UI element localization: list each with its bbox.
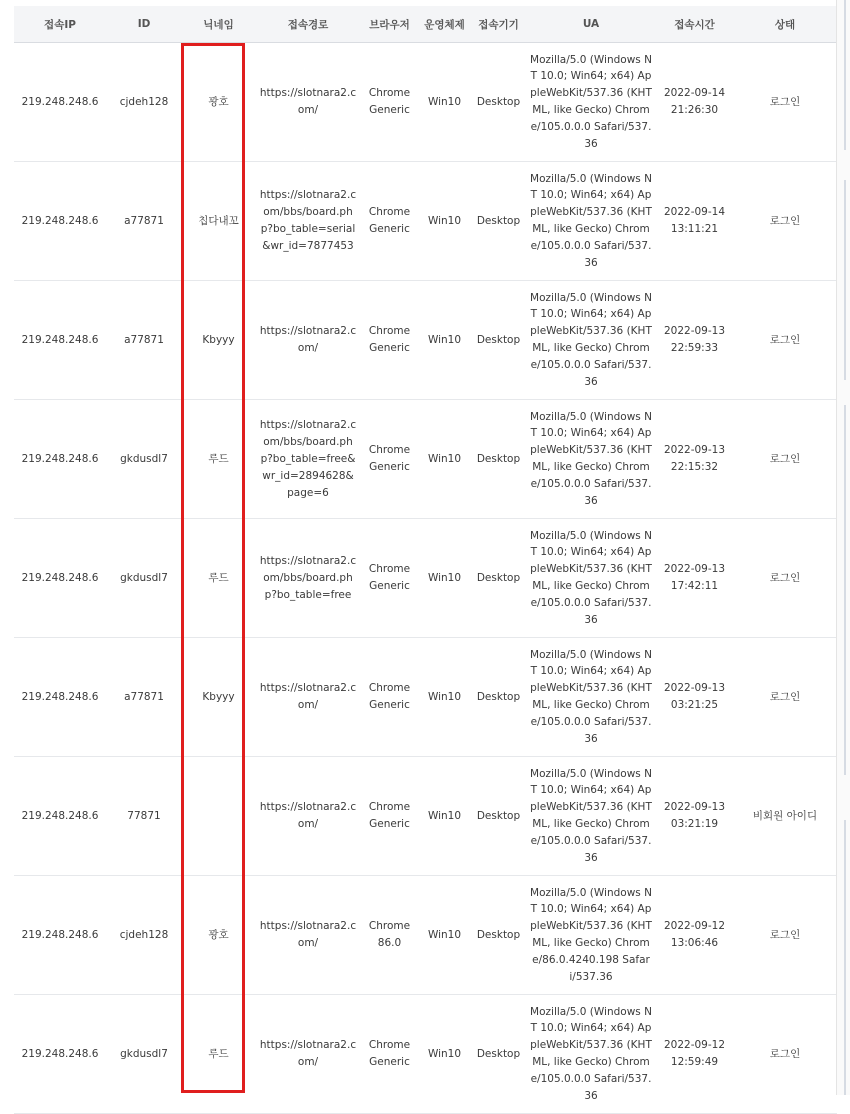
table-row [14, 638, 837, 757]
cell-os: Win10 [418, 519, 471, 638]
cell-device: Desktop [471, 876, 526, 995]
cell-referrer: https://slotnara2.com/bbs/board.php?bo_table=serial&wr_id=7877453 [255, 162, 361, 281]
panel-edge-divider [844, 180, 846, 380]
cell-id: a77871 [106, 281, 182, 400]
column-header-os[interactable]: 운영체제 [418, 6, 471, 43]
column-header-time[interactable]: 접속시간 [656, 6, 733, 43]
cell-ua: Mozilla/5.0 (Windows NT 10.0; Win64; x64) AppleWebKit/537.36 (KHTML, like Gecko) Chrome/105.0.0.0 Safari/537.36 [526, 400, 656, 519]
table-row [14, 519, 837, 638]
cell-os: Win10 [418, 638, 471, 757]
cell-device: Desktop [471, 995, 526, 1114]
column-header-ua[interactable]: UA [526, 6, 656, 43]
cell-nickname: 루드 [182, 519, 255, 638]
cell-nickname: 꽝호 [182, 876, 255, 995]
cell-id: a77871 [106, 638, 182, 757]
cell-browser: Chrome Generic [361, 162, 418, 281]
cell-id: gkdusdl7 [106, 400, 182, 519]
table-row [14, 162, 837, 281]
cell-referrer: https://slotnara2.com/ [255, 43, 361, 162]
cell-os: Win10 [418, 757, 471, 876]
cell-os: Win10 [418, 281, 471, 400]
cell-os: Win10 [418, 995, 471, 1114]
cell-ip: 219.248.248.6 [14, 995, 106, 1114]
cell-time: 2022-09-12 12:59:49 [656, 995, 733, 1114]
cell-device: Desktop [471, 757, 526, 876]
cell-referrer: https://slotnara2.com/ [255, 995, 361, 1114]
cell-status: 로그인 [733, 162, 837, 281]
cell-ua: Mozilla/5.0 (Windows NT 10.0; Win64; x64) AppleWebKit/537.36 (KHTML, like Gecko) Chrome/105.0.0.0 Safari/537.36 [526, 519, 656, 638]
table-row [14, 400, 837, 519]
cell-ip: 219.248.248.6 [14, 43, 106, 162]
cell-device: Desktop [471, 519, 526, 638]
cell-device: Desktop [471, 281, 526, 400]
cell-browser: Chrome Generic [361, 281, 418, 400]
cell-browser: Chrome Generic [361, 400, 418, 519]
access-log-panel [14, 6, 837, 1114]
table-row [14, 43, 837, 162]
cell-referrer: https://slotnara2.com/ [255, 757, 361, 876]
cell-id: 77871 [106, 757, 182, 876]
cell-ua: Mozilla/5.0 (Windows NT 10.0; Win64; x64) AppleWebKit/537.36 (KHTML, like Gecko) Chrome/105.0.0.0 Safari/537.36 [526, 757, 656, 876]
column-header-nickname[interactable]: 닉네임 [182, 6, 255, 43]
table-row [14, 281, 837, 400]
cell-referrer: https://slotnara2.com/ [255, 638, 361, 757]
panel-edge-divider [844, 820, 846, 1095]
table-row [14, 876, 837, 995]
cell-ip: 219.248.248.6 [14, 281, 106, 400]
cell-ua: Mozilla/5.0 (Windows NT 10.0; Win64; x64) AppleWebKit/537.36 (KHTML, like Gecko) Chrome/105.0.0.0 Safari/537.36 [526, 995, 656, 1114]
cell-ua: Mozilla/5.0 (Windows NT 10.0; Win64; x64) AppleWebKit/537.36 (KHTML, like Gecko) Chrome/105.0.0.0 Safari/537.36 [526, 638, 656, 757]
cell-nickname: Kbyyy [182, 281, 255, 400]
cell-ip: 219.248.248.6 [14, 400, 106, 519]
cell-referrer: https://slotnara2.com/ [255, 876, 361, 995]
cell-ip: 219.248.248.6 [14, 162, 106, 281]
cell-os: Win10 [418, 43, 471, 162]
cell-device: Desktop [471, 162, 526, 281]
cell-time: 2022-09-13 17:42:11 [656, 519, 733, 638]
cell-ip: 219.248.248.6 [14, 876, 106, 995]
cell-id: gkdusdl7 [106, 995, 182, 1114]
cell-browser: Chrome 86.0 [361, 876, 418, 995]
cell-nickname: 칩다내꼬 [182, 162, 255, 281]
cell-referrer: https://slotnara2.com/bbs/board.php?bo_table=free&wr_id=2894628&page=6 [255, 400, 361, 519]
cell-id: cjdeh128 [106, 43, 182, 162]
cell-nickname [182, 757, 255, 876]
cell-status: 로그인 [733, 995, 837, 1114]
access-log-table [14, 6, 837, 1114]
cell-ua: Mozilla/5.0 (Windows NT 10.0; Win64; x64) AppleWebKit/537.36 (KHTML, like Gecko) Chrome/105.0.0.0 Safari/537.36 [526, 43, 656, 162]
cell-os: Win10 [418, 400, 471, 519]
cell-device: Desktop [471, 638, 526, 757]
cell-ip: 219.248.248.6 [14, 757, 106, 876]
cell-time: 2022-09-14 21:26:30 [656, 43, 733, 162]
cell-ua: Mozilla/5.0 (Windows NT 10.0; Win64; x64) AppleWebKit/537.36 (KHTML, like Gecko) Chrome/105.0.0.0 Safari/537.36 [526, 162, 656, 281]
column-header-ip[interactable]: 접속IP [14, 6, 106, 43]
right-side-panel-edge [836, 0, 850, 1095]
cell-status: 로그인 [733, 400, 837, 519]
column-header-referrer[interactable]: 접속경로 [255, 6, 361, 43]
cell-status: 로그인 [733, 43, 837, 162]
cell-referrer: https://slotnara2.com/ [255, 281, 361, 400]
cell-browser: Chrome Generic [361, 995, 418, 1114]
cell-time: 2022-09-12 13:06:46 [656, 876, 733, 995]
table-row [14, 757, 837, 876]
cell-nickname: 꽝호 [182, 43, 255, 162]
cell-nickname: 루드 [182, 995, 255, 1114]
cell-time: 2022-09-14 13:11:21 [656, 162, 733, 281]
cell-nickname: 루드 [182, 400, 255, 519]
cell-ua: Mozilla/5.0 (Windows NT 10.0; Win64; x64) AppleWebKit/537.36 (KHTML, like Gecko) Chrome/86.0.4240.198 Safari/537.36 [526, 876, 656, 995]
cell-referrer: https://slotnara2.com/bbs/board.php?bo_table=free [255, 519, 361, 638]
cell-browser: Chrome Generic [361, 519, 418, 638]
cell-nickname: Kbyyy [182, 638, 255, 757]
cell-os: Win10 [418, 876, 471, 995]
cell-status: 로그인 [733, 519, 837, 638]
cell-browser: Chrome Generic [361, 43, 418, 162]
cell-device: Desktop [471, 43, 526, 162]
panel-edge-divider [844, 0, 846, 150]
cell-status: 로그인 [733, 281, 837, 400]
cell-ip: 219.248.248.6 [14, 519, 106, 638]
column-header-id[interactable]: ID [106, 6, 182, 43]
cell-id: gkdusdl7 [106, 519, 182, 638]
cell-time: 2022-09-13 03:21:25 [656, 638, 733, 757]
cell-id: cjdeh128 [106, 876, 182, 995]
cell-device: Desktop [471, 400, 526, 519]
column-header-device[interactable]: 접속기기 [471, 6, 526, 43]
table-header-row [14, 6, 837, 43]
cell-ip: 219.248.248.6 [14, 638, 106, 757]
cell-status: 로그인 [733, 638, 837, 757]
cell-status: 로그인 [733, 876, 837, 995]
cell-os: Win10 [418, 162, 471, 281]
column-header-browser[interactable]: 브라우저 [361, 6, 418, 43]
cell-ua: Mozilla/5.0 (Windows NT 10.0; Win64; x64) AppleWebKit/537.36 (KHTML, like Gecko) Chrome/105.0.0.0 Safari/537.36 [526, 281, 656, 400]
table-row [14, 995, 837, 1114]
cell-browser: Chrome Generic [361, 757, 418, 876]
cell-browser: Chrome Generic [361, 638, 418, 757]
cell-id: a77871 [106, 162, 182, 281]
panel-edge-divider [844, 405, 846, 775]
cell-time: 2022-09-13 22:59:33 [656, 281, 733, 400]
cell-time: 2022-09-13 03:21:19 [656, 757, 733, 876]
cell-status: 비회원 아이디 [733, 757, 837, 876]
column-header-status[interactable]: 상태 [733, 6, 837, 43]
cell-time: 2022-09-13 22:15:32 [656, 400, 733, 519]
